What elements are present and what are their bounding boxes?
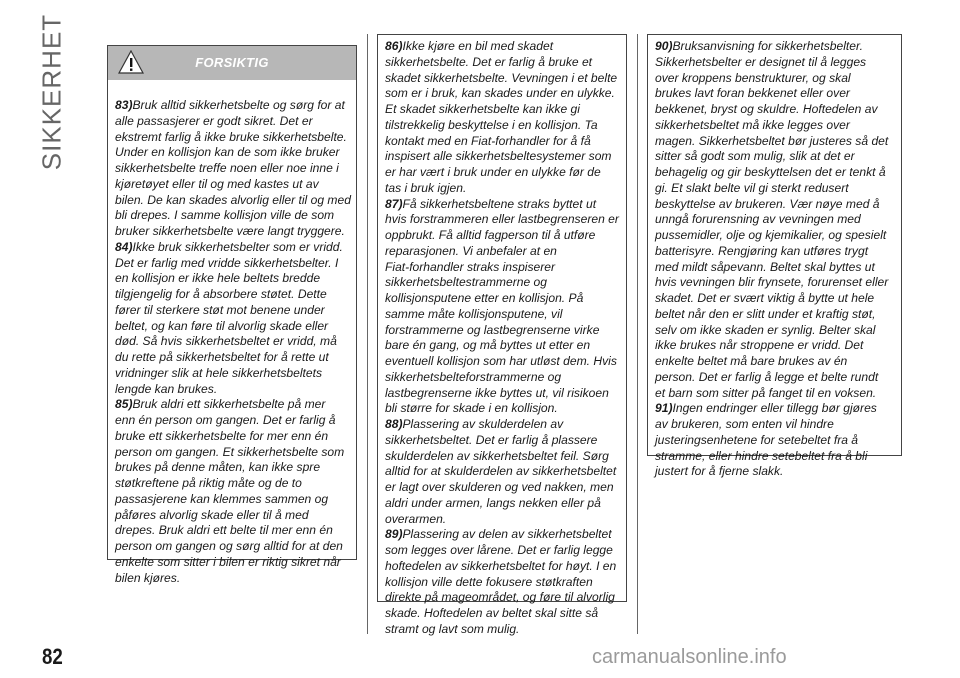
watermark: carmanualsonline.info: [592, 646, 787, 668]
text-line: hvis forstrammeren eller lastbegrenseren er: [385, 212, 619, 227]
warning-title: FORSIKTIG: [195, 55, 269, 70]
text-line: brukes på denne måten, kan ikke spre: [115, 460, 321, 475]
text-line: er lagt over skulderen og ved nakken, men: [385, 480, 614, 494]
text-line: stramme, eller hindre setebeltet fra å bli: [655, 448, 868, 463]
text-line: 83)Bruk alltid sikkerhetsbelte og sørg for at: [115, 98, 345, 112]
text-line: Fiat-forhandler straks inspiserer: [385, 259, 556, 274]
text-line: enkelte som sitter i bilen er riktig sikret når: [115, 554, 341, 569]
text-line: eventuell kollisjon som har utløst dem. Hvis: [385, 354, 617, 368]
text-line: ekstremt farlig å ikke bruke sikkerhetsbelte.: [115, 129, 347, 144]
text-line: gi. Et slakt belte vil gi sterkt redusert: [655, 180, 849, 195]
section-title: SIKKERHET: [36, 13, 67, 171]
text-line: 85)Bruk aldri ett sikkerhetsbelte på mer: [115, 397, 326, 412]
text-line: er har vært i bruk under en ulykke før de: [385, 165, 601, 179]
text-line: alle passasjerer er godt sikret. Det er: [115, 113, 313, 128]
text-line: bruke ett sikkerhetsbelte for mer enn én: [115, 428, 329, 443]
text-line: et barn som sitter på fanget til en voksen.: [655, 385, 877, 400]
text-line: hvis vevningen blir frynsete, forurenset eller: [655, 275, 889, 290]
warning-header: [108, 46, 356, 80]
text-line: stramt og lavt som mulig.: [385, 621, 520, 636]
text-line: sikkerhetsbelte treffe noen eller noe inne i: [115, 161, 339, 175]
text-line: som legges over lårene. Det er farlig legge: [385, 543, 613, 557]
text-line: påføres alvorlig skade eller til å med: [115, 507, 309, 522]
text-line: forstrammerne og lastbegrenserne virke: [385, 322, 600, 337]
text-line: 86)Ikke kjøre en bil med skadet: [385, 39, 554, 53]
text-line: brukes lavt foran bekkenet eller over: [655, 86, 850, 101]
text-line: skadet. Det er svært viktig å bytte ut hele: [655, 291, 875, 305]
text-line: skulderdelen av sikkerhetsbeltet feil. Sørg: [385, 448, 609, 463]
text-line: bekkenet, bryst og skuldre. Hoftedelen av: [655, 102, 878, 116]
text-line: død. Så hvis sikkerhetsbeltet er vridd, må: [115, 334, 337, 349]
text-line: du rette på sikkerhetsbeltet for å rette ut: [115, 350, 329, 364]
text-line: Sikkerhetsbelter er designet til å legges: [655, 54, 867, 69]
text-line: av brukeren, som enten vil hindre: [655, 417, 834, 431]
text-line: kontakt med en Fiat-forhandler for å få: [385, 133, 591, 148]
text-line: unngå forurensning av vevningen med: [655, 212, 861, 227]
text-line: oppbrukt. Få alltid fagperson til å utføre: [385, 228, 596, 242]
text-line: kjøretøyet eller til og med kastes ut av: [115, 176, 319, 191]
text-line: person. Det er farlig å legge et belte rundt: [655, 369, 879, 384]
text-line: over kroppens benstrukturer, og skal: [655, 70, 851, 85]
column-divider-2: [637, 34, 638, 634]
text-line: beltet når den er slitt under et kraftig støt,: [655, 306, 876, 321]
text-line: reparasjonen. Vi anbefaler at en: [385, 243, 557, 258]
text-line: fører til sterkere støt mot benene under: [115, 302, 325, 317]
text-line: en kollisjon er ikke hele beltets bredde: [115, 271, 321, 286]
text-line: behagelig og gir beskyttelsen det er tenkt å: [655, 165, 886, 179]
text-line: 90)Bruksanvisning for sikkerhetsbelter.: [655, 39, 863, 53]
text-line: enkelte beltet må bare brukes av én: [655, 354, 848, 368]
text-line: tilgjengelig for å absorbere støtet. Dette: [115, 287, 327, 301]
text-line: bare én gang, og må byttes ut etter en: [385, 338, 591, 353]
warning-box-continued-2: [647, 34, 902, 479]
text-line: justeringsenhetene for setebeltet fra å: [655, 432, 859, 447]
warning-box-continued: [377, 34, 627, 636]
text-line: bilen kjøres.: [115, 570, 181, 585]
text-line: person om gangen. Et sikkerhetsbelte som: [115, 444, 345, 459]
text-line: Under en kollisjon kan de som ikke bruker: [115, 145, 340, 160]
text-line: sitter så godt som mulig, slik at det er: [655, 149, 855, 164]
text-line: Et skadet sikkerhetsbelte kan ikke gi: [385, 102, 580, 116]
text-line: sikkerhetsbelteforstrammerne og: [385, 369, 562, 384]
text-line: bilen. De kan skades alvorlig eller til og med: [115, 192, 351, 207]
text-line: overarmen.: [385, 511, 447, 526]
text-line: 87)Få sikkerhetsbeltene straks byttet ut: [385, 196, 597, 211]
text-line: kollisjonsputene etter en kollisjon. På: [385, 291, 584, 305]
text-line: skade. Hoftedelen av beltet skal sitte så: [385, 606, 599, 620]
text-line: tas i bruk igjen.: [385, 180, 467, 195]
text-line: inspisert alle sikkerhetsbeltesystemer som: [385, 149, 612, 164]
text-line: lastbegrenserne ikke byttes ut, vil risikoen: [385, 385, 609, 400]
text-line: bli drepes. I samme kollisjon ville de som: [115, 208, 335, 223]
text-line: 91)Ingen endringer eller tillegg bør gjøres: [655, 401, 877, 416]
text-line: beskyttelse av brukeren. Vær nøye med å: [655, 196, 880, 211]
text-line: sikkerhetsbeltet må ikke legges over: [655, 117, 850, 132]
text-line: direkte på mageområdet, og føre til alvorlig: [385, 590, 615, 605]
text-line: batterisyre. Rengjøring kan utføres trygt: [655, 243, 869, 258]
warning-text-column-1: [115, 98, 351, 586]
text-line: drepes. Bruk aldri ett belte til mer enn én: [115, 523, 333, 538]
text-line: aldri under armen, langs nekken eller på: [385, 495, 601, 510]
text-line: skadet sikkerhetsbelte. Vevningen i et belte: [385, 70, 618, 85]
text-line: selv om ikke skaden er synlig. Belter skal: [655, 322, 876, 337]
text-line: sikkerhetsbeltet. Det er farlig å plassere: [385, 432, 598, 447]
text-line: sikkerhetsbeltestrammerne og: [385, 275, 547, 290]
text-line: ikke brukes når stroppene er vridd. Det: [655, 338, 864, 353]
text-line: alltid for at skulderdelen av sikkerhetsbeltet: [385, 464, 617, 479]
page-number: 82: [42, 644, 63, 669]
text-line: enn én person om gangen. Det er farlig å: [115, 413, 336, 427]
text-line: vridninger slik at hele sikkerhetsbeltets: [115, 365, 323, 380]
warning-box: [107, 45, 357, 585]
text-line: bruker sikkerhetsbelte være langt tryggere.: [115, 224, 345, 238]
text-line: kollisjon ville dette fokusere støtkraften: [385, 574, 593, 589]
text-line: samme måte kollisjonsputene, vil: [385, 306, 563, 321]
warning-text-column-2: [385, 39, 619, 638]
text-line: passasjerene kan klemmes sammen og: [115, 491, 329, 506]
text-line: 89)Plassering av delen av sikkerhetsbeltet: [385, 527, 612, 542]
text-line: støtkreftene på riktig måte og de to: [115, 476, 302, 490]
text-line: med mildt såpevann. Beltet skal byttes ut: [655, 259, 875, 274]
column-divider-1: [367, 34, 368, 634]
text-line: justert for å fjerne slakk.: [655, 464, 784, 479]
text-line: pussemidler, olje og kjemikalier, og spesielt: [655, 228, 887, 242]
text-line: 84)Ikke bruk sikkerhetsbelter som er vridd.: [115, 239, 343, 254]
text-line: Det er farlig med vridde sikkerhetsbelter. I: [115, 255, 339, 270]
text-line: hoftedelen av sikkerhetsbeltet for høyt. I en: [385, 558, 617, 573]
text-line: sikkerhetsbelte. Det er farlig å bruke et: [385, 54, 593, 69]
text-line: beltet, og kan føre til alvorlig skade eller: [115, 318, 329, 333]
text-line: person om gangen og sørg alltid for at den: [115, 539, 343, 553]
text-line: som er i bruk, kan skades under en ulykke.: [385, 86, 615, 101]
text-line: tilstrekkelig beskyttelse i en kollisjon. Ta: [385, 117, 598, 132]
text-line: lengde kan brukes.: [115, 381, 218, 396]
text-line: bli større for skade i en kollisjon.: [385, 401, 558, 416]
text-line: 88)Plassering av skulderdelen av: [385, 417, 564, 431]
warning-text-column-3: [655, 39, 888, 480]
text-line: magen. Sikkerhetsbeltet bør justeres så det: [655, 133, 889, 148]
